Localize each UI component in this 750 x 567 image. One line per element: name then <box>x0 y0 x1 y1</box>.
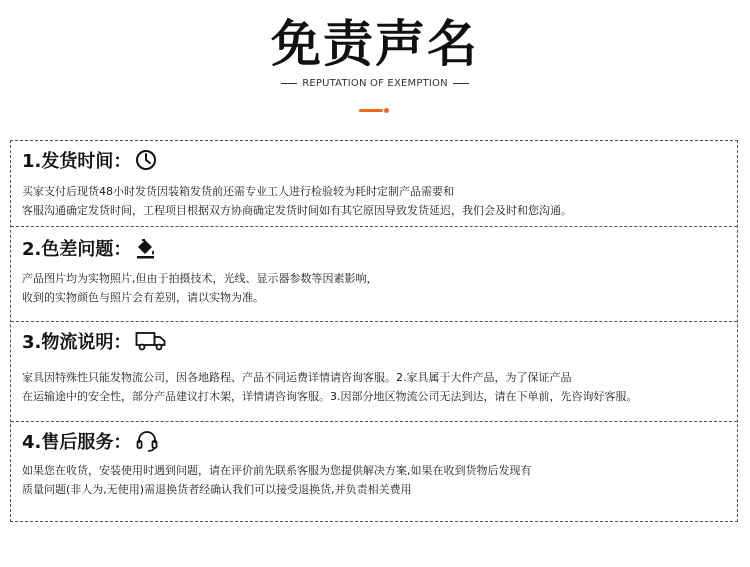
section-line: 客服沟通确定发货时间，工程项目根据双方协商确定发货时间如有其它原因导致发货延迟，我们会及时和您沟通。 <box>22 204 572 217</box>
section-heading: 1.发货时间： <box>22 151 132 172</box>
section-after-sales <box>22 428 737 499</box>
section-divider <box>11 321 737 322</box>
section-line: 买家支付后现货48小时发货因装箱发货前还需专业工人进行检验较为耗时定制产品需要和 <box>22 185 454 198</box>
section-heading: 3.物流说明： <box>22 332 132 353</box>
section-line: 产品图片均为实物照片,但由于拍摄技术，光线、显示器参数等因素影响， <box>22 272 378 285</box>
section-line: 在运输途中的安全性，部分产品建议打木架，详情请咨询客服。3.因部分地区物流公司无法到达，请在下单前，先咨询好客服。 <box>22 390 638 403</box>
section-line: 如果您在收货，安装使用时遇到问题，请在评价前先联系客服为您提供解决方案,如果在收到货物后发现有 <box>22 464 532 477</box>
subtitle-text: REPUTATION OF EXEMPTION <box>302 78 448 89</box>
section-logistics <box>22 328 737 406</box>
section-heading: 4.售后服务： <box>22 432 132 453</box>
section-divider <box>11 226 737 227</box>
page-title: 免责声名 <box>271 15 479 73</box>
section-color-difference <box>22 235 737 307</box>
subtitle <box>0 78 750 89</box>
clock-icon <box>135 149 157 171</box>
section-line: 收到的实物颜色与照片会有差别，请以实物为准。 <box>22 291 264 304</box>
left-dash <box>281 83 297 84</box>
accent-dot <box>384 108 389 113</box>
section-line: 质量问题(非人为,无使用)需退换货者经确认我们可以接受退换货,并负责相关费用 <box>22 483 412 496</box>
accent-mark <box>359 108 389 114</box>
right-dash <box>453 83 469 84</box>
section-divider <box>11 421 737 422</box>
headset-icon <box>135 429 159 453</box>
truck-icon <box>135 330 167 352</box>
accent-bar <box>359 109 383 112</box>
section-shipping-time <box>22 147 737 220</box>
paint-bucket-icon <box>135 237 157 259</box>
section-line: 家具因特殊性只能发物流公司，因各地路程、产品不同运费详情请咨询客服。2.家具属于大件产品，为了保证产品 <box>22 371 572 384</box>
section-heading: 2.色差问题： <box>22 239 132 260</box>
